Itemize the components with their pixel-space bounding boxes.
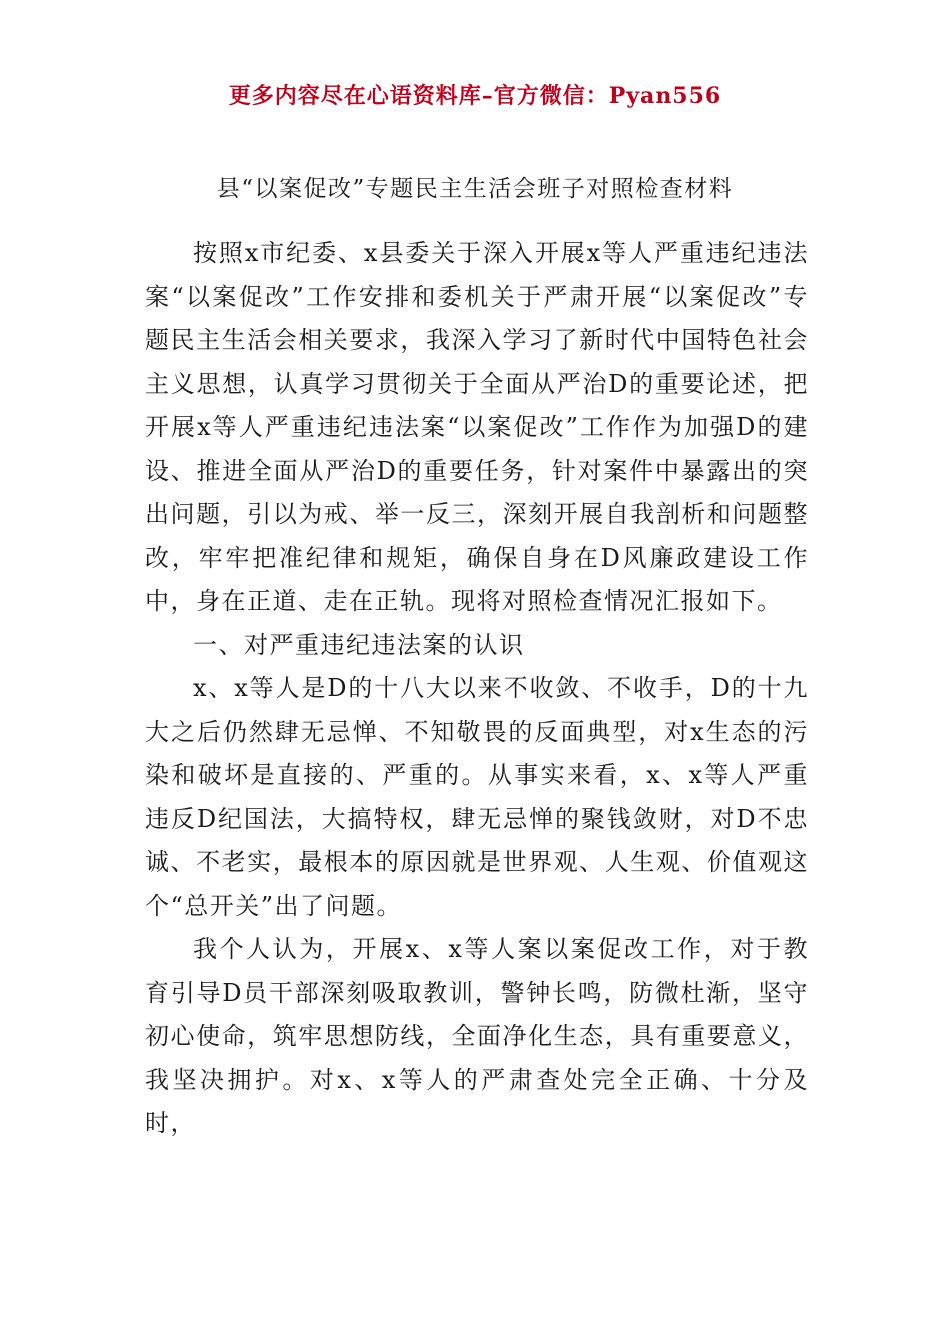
document-title: 县“以案促改”专题民主生活会班子对照检查材料 <box>216 176 734 202</box>
paragraph-intro: 按照x市纪委、x县委关于深入开展x等人严重违纪违法案“以案促改”工作安排和委机关于严肃开展“以案促改”专题民主生活会相关要求，我深入学习了新时代中国特色社会主义思想，认真学习贯彻关于全面从严治D的重要论述，把开展x等人严重违纪违法案“以案促改”工作作为加强D的建设、推进全面从严治D的重要任务，针对案件中暴露出的突出问题，引以为戒、举一反三，深刻开展自我剖析和问题整改，牢牢把准纪律和规矩，确保自身在D风廉政建设工作中，身在正道、走在正轨。现将对照检查情况汇报如下。 <box>145 239 809 615</box>
paragraph-personal-view: 我个人认为，开展x、x等人案以案促改工作，对于教育引导D员干部深刻吸取教训，警钟长鸣，防微杜渐，坚守初心使命，筑牢思想防线，全面净化生态，具有重要意义，我坚决拥护。对x、x等人的严肃查处完全正确、十分及时， <box>145 935 809 1137</box>
section-heading-1: 一、对严重违纪违法案的认识 <box>193 630 525 659</box>
paragraph-case-analysis: x、x等人是D的十八大以来不收敛、不收手，D的十九大之后仍然肆无忌惮、不知敬畏的反面典型，对x生态的污染和破坏是直接的、严重的。从事实来看，x、x等人严重违反D纪国法，大搞特权，肆无忌惮的聚钱敛财，对D不忠诚、不老实，最根本的原因就是世界观、人生观、价值观这个“总开关”出了问题。 <box>145 674 809 920</box>
document-body <box>145 232 809 1146</box>
promo-banner: 更多内容尽在心语资料库–官方微信：Pyan556 <box>228 83 722 109</box>
